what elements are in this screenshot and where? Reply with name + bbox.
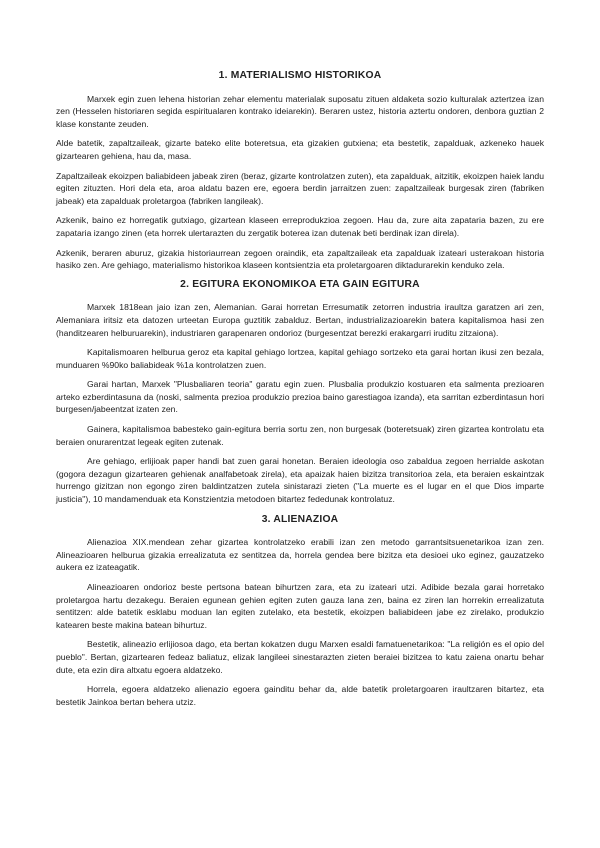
paragraph: Alde batetik, zapaltzaileak, gizarte bateko elite boteretsua, eta gizakien gutxiena; eta bestetik, zapalduak, azkeneko hauek gizartearen gehiena, hau da, masa. — [56, 138, 544, 161]
paragraph: Marxek egin zuen lehena historian zehar elementu materialak suposatu zituen aldaketa sozio kulturalak aztertzea izan zen (Hesselen historiaren segida espiritualaren kontrako ideiarekin). Beraren ustez, historia aztertu ondoren, denbora guztian 2 klase konstante zeuden. — [56, 93, 544, 129]
section-heading-alienazioa: 3. ALIENAZIOA — [261, 513, 339, 525]
paragraph: Azkenik, beraren aburuz, gizakia historiaurrean zegoen oraindik, eta zapaltzaileak eta zapalduak izateari usterakoan historia hasiko zen. Are gehiago, materialismo historikoa klaseen kontsientzia eta proletargoaren diktadurarekin kenduko zela. — [56, 247, 544, 271]
paragraph: Are gehiago, erlijioak paper handi bat zuen garai honetan. Beraien ideologia oso zabaldua zegoen herrialde askotan (gogora dezagun gizartearen gehienak analfabetoak zirela), eta apaizak haien bizitza transitorioa zela, eta beraien eskaintzak hurrengo gizitzan non egongo ziren baldintzatzen zutela sinistarazi zieten ("La muerte es el lugar en el que Dios imparte justicia"), 10 mandamenduak eta Konstzientzia metodoen bitartez fededunak kontrolatuz. — [56, 456, 544, 505]
paragraph: Kapitalismoaren helburua geroz eta kapital gehiago lortzea, kapital gehiago sortzeko eta garai hortan ikusi zen bezala, munduaren %90ko baliabideak %1a kontrolatzen zuen. — [56, 347, 544, 370]
paragraph: Marxek 1818ean jaio izan zen, Alemanian. Garai horretan Erresumatik zetorren industria iraultza garatzen ari zen, Alemaniara iritsiz eta datozen urteetan Europa guztitik zabalduz. Bertan, industrializazioarekin batera kapitalismoa hasi zen (handitzearen helburuarekin), industriaren garapenaren ondorioz (burgesentzat berezki erakargarri iruditu zitzaiona). — [56, 302, 544, 338]
paragraph: Alienazioa XIX.mendean zehar gizartea kontrolatzeko erabili izan zen metodo garrantsitsuenetarikoa izan zen. Alineazioaren helburua gizakia errealizatuta ez sentitzea da, horrela gendea bere bizitza eta desioei uko eginez, gauzatzeko aukera ez izateagatik. — [56, 537, 544, 573]
paragraph: Alineazioaren ondorioz beste pertsona batean bihurtzen zara, eta zu izateari utzi. Adibide bezala garai horretako proletargoa hartu dezakegu. Beraien egunean gehien egiten zuten gauza lana zen, baina ez ziren lan horrekin errealizatuta sentitzen: alde batetik esklabu moduan lan egiten zutelako, eta bestetik, ekoizpen baliabideen jabe ez zirelako, produkzio katearen beste makina batean bihurtuz. — [56, 582, 544, 630]
paragraph: Garai hartan, Marxek "Plusbaliaren teoria" garatu egin zuen. Plusbalia produkzio kostuaren eta salmenta prezioaren arteko ezberdintasuna da (noski, salmenta prezioa produkzio prezioa baino garestiagoa izanda), eta sarritan ezberdintasun hori burgesen/jabeentzat izaten zen. — [56, 379, 544, 415]
paragraph: Horrela, egoera aldatzeko alienazio egoera gainditu behar da, alde batetik proletargoaren iraultzaren bitartez, eta bestetik Jainkoa bertan behera utziz. — [56, 684, 544, 707]
paragraph: Azkenik, baino ez horregatik gutxiago, gizartean klaseen erreprodukzioa zegoen. Hau da, zure aita zapataria bazen, zu ere zapataria izango zinen (eta horrek ulertarazten du zergatik boterea izan dutenak beti berdinak izan direla). — [56, 215, 544, 238]
section-heading-egitura: 2. EGITURA EKONOMIKOA ETA GAIN EGITURA — [180, 278, 420, 290]
section-heading-materialismo: 1. MATERIALISMO HISTORIKOA — [218, 70, 382, 81]
paragraph: Bestetik, alineazio erlijiosoa dago, eta bertan kokatzen dugu Marxen esaldi famatuenetarikoa: "La religión es el opio del pueblo". Bertan, gizartearen fedeaz baliatuz, elizak langileei sinestarazten zieten beraiei bizitzea to katu zaiena onartu behar dute, eta ezin dira altxatu egoera aldatzeko. — [56, 639, 544, 675]
paragraph: Zapaltzaileak ekoizpen baliabideen jabeak ziren (beraz, gizarte kontrolatzen zuten), eta zapalduak, aitzitik, ekoizpen haiek landu egiten zituzten. Hori dela eta, aroa aldatu bazen ere, egoera berdin jarraitzen zuen: zapaltzaileak burgesak ziren (fabriken jabeak) eta zapalduak proletargoa (fabriken langileak). — [56, 170, 544, 206]
paragraph: Gainera, kapitalismoa babesteko gain-egitura berria sortu zen, non burgesak (boteretsuak) ziren gizartea kontrolatu eta beraien onurarentzat legeak egiten zutenak. — [56, 424, 544, 447]
